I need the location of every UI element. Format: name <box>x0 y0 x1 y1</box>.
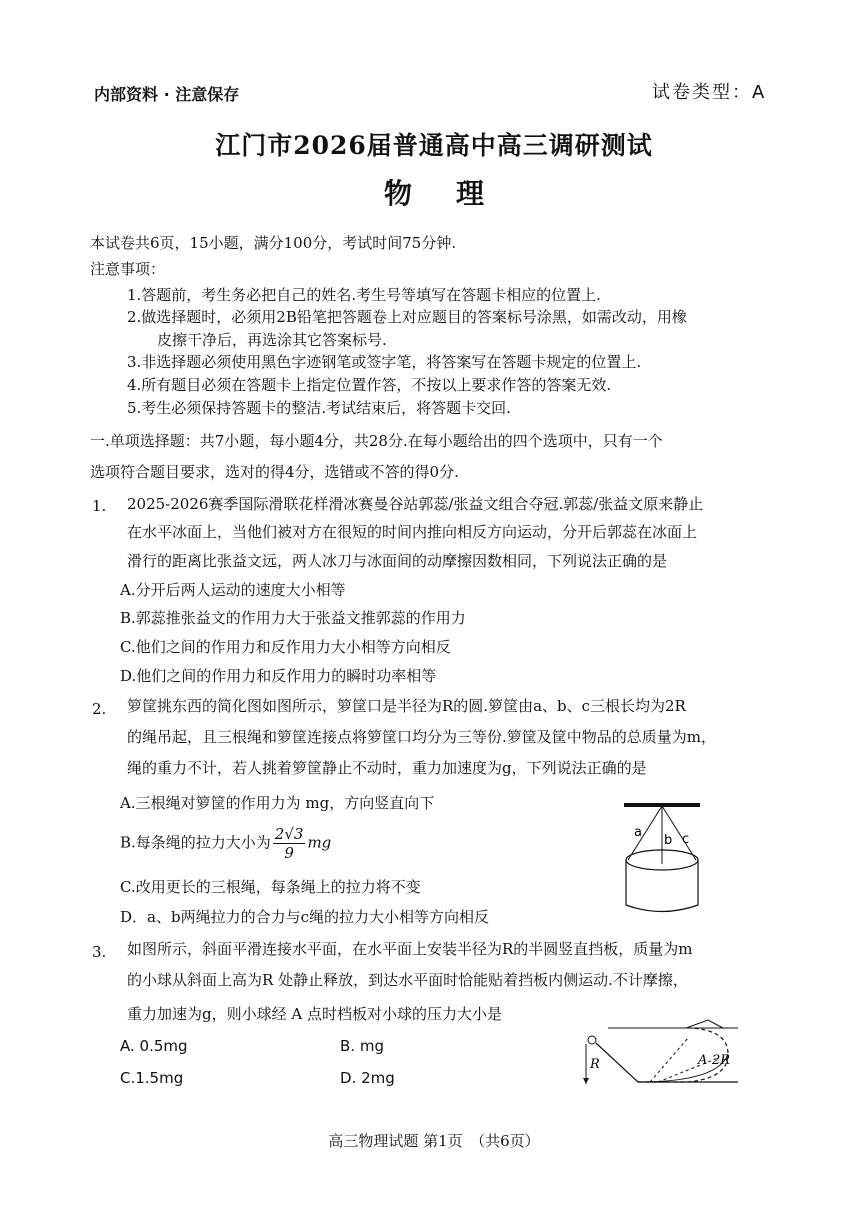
option-b <box>120 825 331 862</box>
option-a: A.分开后两人运动的速度大小相等 <box>120 581 346 599</box>
question-text: 重力加速为g，则小球经 A 点时档板对小球的压力大小是 <box>127 1005 502 1023</box>
diameter-label: 2R <box>712 1053 731 1068</box>
question-text: 2025-2026赛季国际滑联花样滑冰赛曼谷站郭蕊/张益文组合夺冠.郭蕊/张益文原来静止 <box>127 495 704 513</box>
question-text: 箩筐挑东西的简化图如图所示，箩筐口是半径为R的圆.箩筐由a、b、c三根长均为2R <box>127 697 686 715</box>
rope-label-a: a <box>634 825 642 840</box>
question-number: 2. <box>92 700 107 718</box>
fraction-numerator: 2√3 <box>274 825 304 843</box>
notice-item: 2.做选择题时，必须用2B铅笔把答题卷上对应题目的答案标号涂黑，如需改动，用橡 <box>127 308 687 326</box>
rope-label-b: b <box>664 833 673 848</box>
notice-item: 3.非选择题必须使用黑色字迹钢笔或签字笔，将答案写在答题卡规定的位置上. <box>127 353 642 371</box>
notice-item: 5.考生必须保持答题卡的整洁.考试结束后，将答题卡交回. <box>127 399 511 417</box>
paper-type: 试卷类型：A <box>652 82 767 103</box>
question-text: 绳的重力不计，若人挑着箩筐静止不动时，重力加速度为g，下列说法正确的是 <box>127 759 647 777</box>
question-number: 3. <box>92 943 107 961</box>
page-footer: 高三物理试题 第1页 （共6页） <box>328 1132 540 1150</box>
question-number: 1. <box>92 497 107 515</box>
subject-title: 物理 <box>383 177 528 210</box>
option-c: C.改用更长的三根绳，每条绳上的拉力将不变 <box>120 878 421 896</box>
option-b: B.郭蕊推张益文的作用力大于张益文推郭蕊的作用力 <box>120 609 466 627</box>
question-text: 的小球从斜面上高为R 处静止释放，到达水平面时恰能贴着挡板内侧运动.不计摩擦， <box>127 971 688 989</box>
option-b: B. mg <box>340 1037 384 1055</box>
option-c: C.他们之间的作用力和反作用力大小相等方向相反 <box>120 638 451 656</box>
question-text: 在水平冰面上，当他们被对方在很短的时间内推向相反方向运动，分开后郭蕊在冰面上 <box>127 523 698 541</box>
point-label-a: A <box>698 1053 708 1068</box>
exam-title: 江门市2026届普通高中高三调研测试 <box>215 131 653 160</box>
option-d: D. 2mg <box>340 1069 395 1087</box>
basket-diagram <box>612 800 712 918</box>
notice-title: 注意事项： <box>90 260 166 278</box>
rope-label-c: c <box>682 832 690 847</box>
notice-item: 1.答题前，考生务必把自己的姓名.考生号等填写在答题卡相应的位置上. <box>127 286 601 304</box>
option-b-suffix: mg <box>307 833 332 852</box>
height-label-r: R <box>590 1057 600 1072</box>
option-a: A.三根绳对箩筐的作用力为 mg，方向竖直向下 <box>120 794 435 812</box>
fraction <box>273 825 306 862</box>
option-b-prefix: B.每条绳的拉力大小为 <box>120 833 271 852</box>
notice-item: 4.所有题目必须在答题卡上指定位置作答，不按以上要求作答的答案无效. <box>127 376 612 394</box>
fraction-denominator: 9 <box>284 844 294 862</box>
option-c: C.1.5mg <box>120 1069 184 1087</box>
section-heading: 选项符合题目要求，选对的得4分，选错或不答的得0分. <box>90 463 459 481</box>
header-confidential: 内部资料 · 注意保存 <box>94 85 240 104</box>
option-d: D.他们之间的作用力和反作用力的瞬时功率相等 <box>120 667 437 685</box>
question-text: 滑行的距离比张益文远，两人冰刀与冰面间的动摩擦因数相同，下列说法正确的是 <box>127 552 668 570</box>
intro-text: 本试卷共6页，15小题，满分100分，考试时间75分钟. <box>90 234 457 252</box>
question-text: 如图所示，斜面平滑连接水平面，在水平面上安装半径为R的半圆竖直挡板，质量为m <box>127 940 693 958</box>
option-a: A. 0.5mg <box>120 1037 188 1055</box>
notice-item: 皮擦干净后，再选涂其它答案标号. <box>157 331 387 349</box>
section-heading: 一.单项选择题：共7小题，每小题4分，共28分.在每小题给出的四个选项中，只有一个 <box>90 432 663 450</box>
question-text: 的绳吊起，且三根绳和箩筐连接点将箩筐口均分为三等份.箩筐及筐中物品的总质量为m， <box>127 728 716 746</box>
option-d: D．a、b两绳拉力的合力与c绳的拉力大小相等方向相反 <box>120 908 489 926</box>
ramp-diagram <box>578 998 743 1090</box>
